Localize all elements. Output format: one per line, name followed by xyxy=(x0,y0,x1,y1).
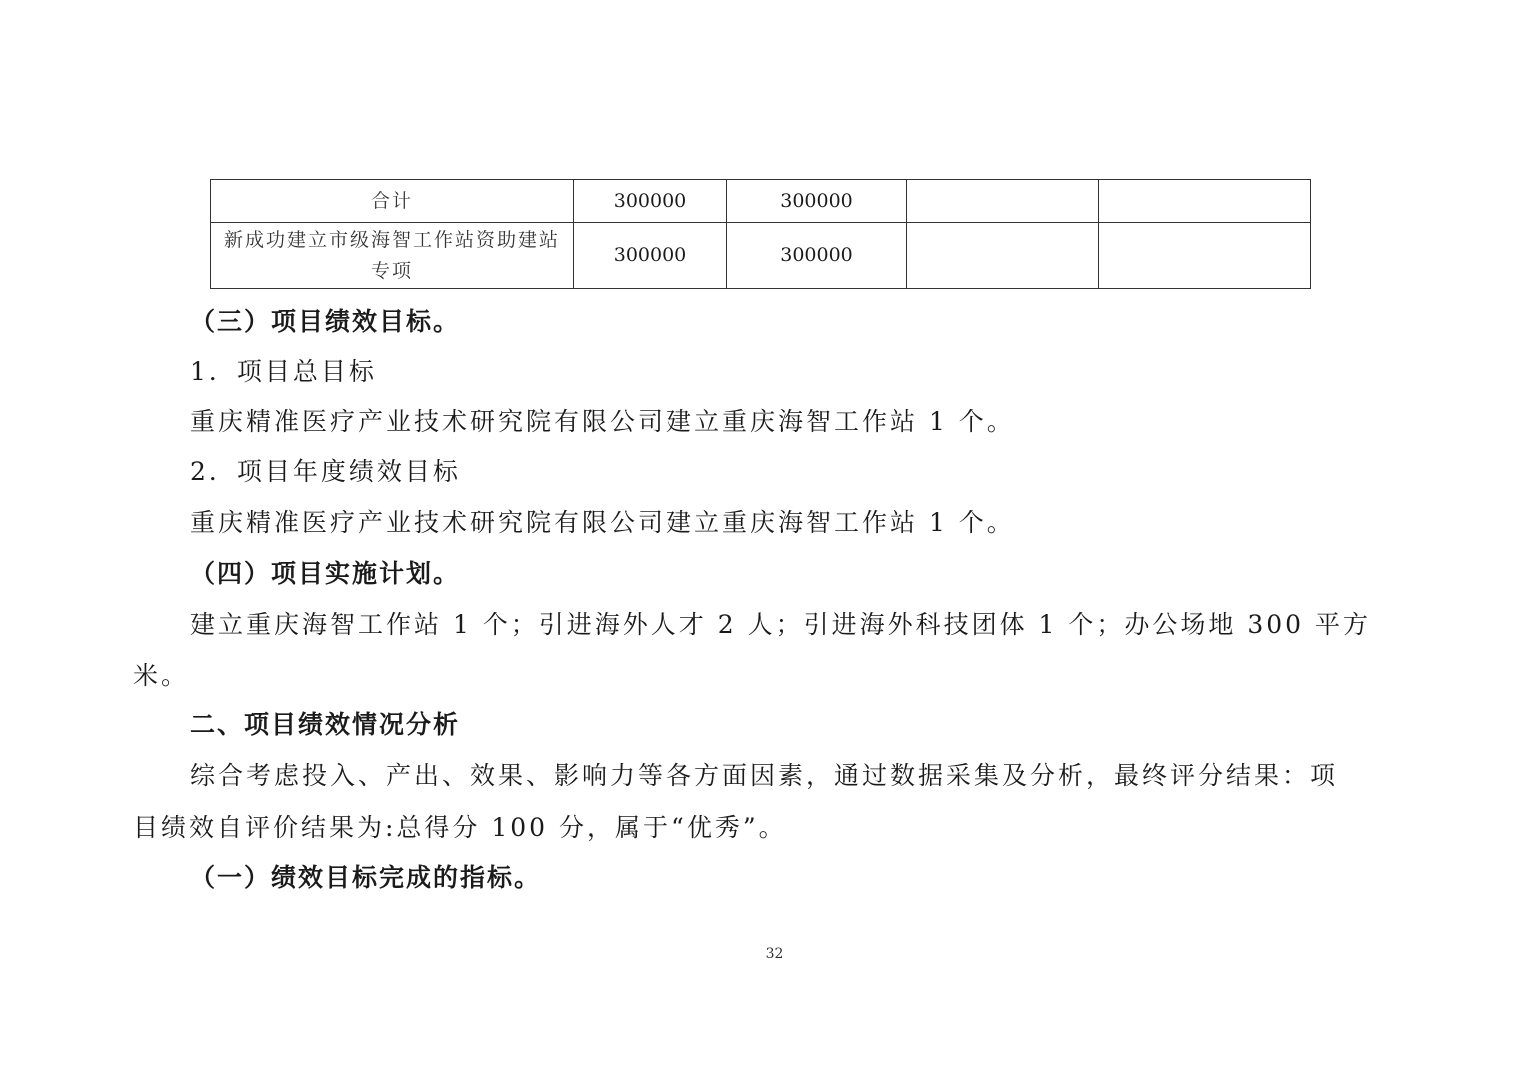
table-cell-label xyxy=(211,223,574,289)
subsection-1-title: （一）绩效目标完成的指标。 xyxy=(190,863,542,892)
table-row xyxy=(211,180,1311,223)
analysis-line-1: 综合考虑投入、产出、效果、影响力等各方面因素，通过数据采集及分析，最终评分结果：项 xyxy=(190,761,1339,790)
table-cell-amount: 300000 xyxy=(574,180,727,223)
page-number: 32 xyxy=(765,946,784,962)
goal-2-text: 重庆精准医疗产业技术研究院有限公司建立重庆海智工作站 1 个。 xyxy=(190,508,1015,537)
analysis-line-2: 目绩效自评价结果为:总得分 100 分，属于“优秀”。 xyxy=(133,813,787,842)
section-4-title: （四）项目实施计划。 xyxy=(190,559,461,588)
goal-1-title: 1．项目总目标 xyxy=(190,357,377,386)
budget-table xyxy=(210,179,1311,289)
plan-line-1: 建立重庆海智工作站 1 个；引进海外人才 2 人；引进海外科技团体 1 个；办公场地 300 平方 xyxy=(190,610,1372,639)
goal-2-title: 2．项目年度绩效目标 xyxy=(190,457,461,486)
table-cell-label-text: 新成功建立市级海智工作站资助建站专项 xyxy=(223,228,560,282)
table-cell-empty xyxy=(1099,180,1311,223)
part-2-heading: 二、项目绩效情况分析 xyxy=(190,710,461,739)
table-cell-empty xyxy=(907,180,1099,223)
plan-line-2: 米。 xyxy=(133,661,190,690)
table-cell-label: 合计 xyxy=(211,180,574,223)
table-cell-amount: 300000 xyxy=(727,180,907,223)
goal-1-text: 重庆精准医疗产业技术研究院有限公司建立重庆海智工作站 1 个。 xyxy=(190,407,1015,436)
table-row xyxy=(211,223,1311,289)
table-cell-amount: 300000 xyxy=(574,223,727,289)
section-3-title: （三）项目绩效目标。 xyxy=(190,307,461,336)
table-cell-empty xyxy=(1099,223,1311,289)
table-cell-amount: 300000 xyxy=(727,223,907,289)
table-cell-empty xyxy=(907,223,1099,289)
